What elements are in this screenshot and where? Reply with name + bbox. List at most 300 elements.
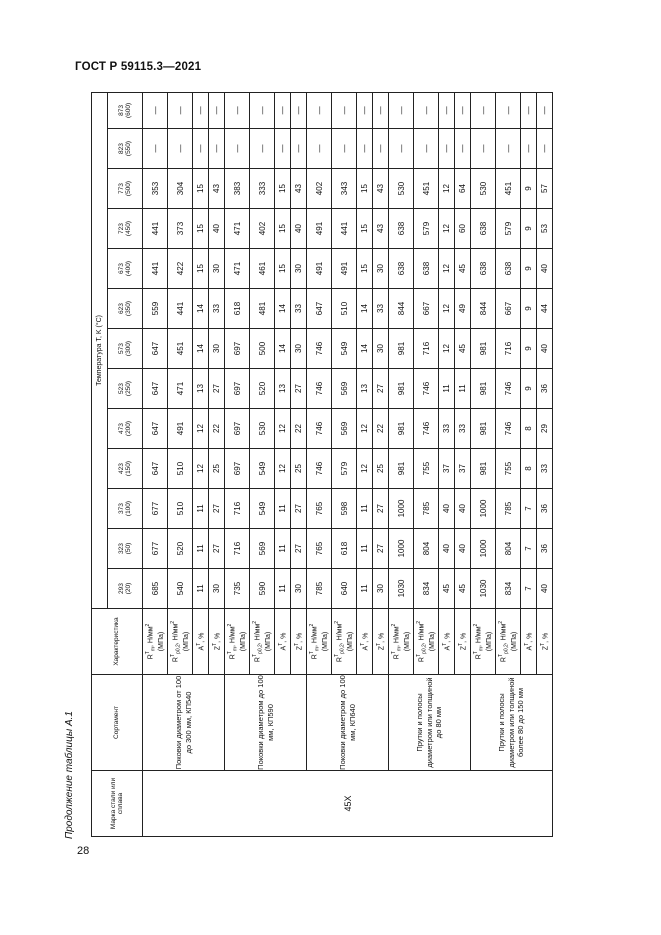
value-cell: 746 <box>307 449 332 489</box>
value-cell: 15 <box>275 209 291 249</box>
symbol: R <box>336 657 344 663</box>
value-cell: — <box>389 129 414 169</box>
value-cell: 804 <box>496 529 521 569</box>
value-cell: — <box>332 92 357 128</box>
symbol-superscript: T <box>539 642 546 646</box>
unit-text: , Н/мм <box>500 623 508 645</box>
value-cell: — <box>193 92 209 128</box>
table-row <box>307 92 332 836</box>
value-cell: — <box>455 92 471 128</box>
value-cell: 422 <box>168 249 193 289</box>
value-cell: 471 <box>225 249 250 289</box>
header-row-1 <box>92 92 108 836</box>
value-cell: 14 <box>275 329 291 369</box>
temperature-kelvin: 373 <box>118 503 125 514</box>
characteristic-cell <box>209 609 225 675</box>
value-cell: — <box>496 92 521 128</box>
value-cell: 15 <box>193 209 209 249</box>
value-cell: — <box>225 129 250 169</box>
temperature-col-7 <box>108 289 143 329</box>
symbol-superscript: T <box>170 653 177 658</box>
value-cell: 44 <box>537 289 553 329</box>
unit-superscript: 2 <box>416 620 423 624</box>
value-cell: 640 <box>332 569 357 609</box>
sortament-cell: Поковки диаметром от 100 до 300 мм, КП540 <box>143 675 225 771</box>
value-cell: 45 <box>455 329 471 369</box>
value-cell: 11 <box>275 489 291 529</box>
value-cell: 40 <box>439 529 455 569</box>
value-cell: 11 <box>357 529 373 569</box>
value-cell: 638 <box>471 249 496 289</box>
characteristic-cell <box>307 609 332 675</box>
value-cell: 510 <box>168 449 193 489</box>
symbol: Z <box>214 645 222 651</box>
value-cell: 30 <box>373 569 389 609</box>
value-cell: 15 <box>357 169 373 209</box>
value-cell: 27 <box>291 369 307 409</box>
unit-text: , % <box>362 632 370 643</box>
unit-text: , % <box>444 632 452 643</box>
value-cell: 569 <box>332 369 357 409</box>
value-cell: 647 <box>143 329 168 369</box>
value-cell: 755 <box>496 449 521 489</box>
unit-text: , Н/мм <box>336 623 344 645</box>
value-cell: 746 <box>307 369 332 409</box>
unit-text: , % <box>280 632 288 643</box>
value-cell: 677 <box>143 489 168 529</box>
value-cell: — <box>471 129 496 169</box>
value-cell: 530 <box>389 169 414 209</box>
value-cell: 441 <box>143 249 168 289</box>
value-cell: 40 <box>537 569 553 609</box>
value-cell: — <box>373 129 389 169</box>
symbol: Z <box>542 645 550 651</box>
temperature-col-12 <box>108 92 143 128</box>
value-cell: 1000 <box>389 489 414 529</box>
symbol-subscript: p0,2 <box>503 644 510 654</box>
value-cell: 60 <box>455 209 471 249</box>
temperature-celsius: (450) <box>125 220 132 237</box>
value-cell: 40 <box>455 489 471 529</box>
value-cell: 11 <box>357 489 373 529</box>
value-cell: 746 <box>307 329 332 369</box>
unit-mpa: (МПа) <box>485 631 493 652</box>
value-cell: 22 <box>373 409 389 449</box>
unit-mpa: (МПа) <box>428 631 436 652</box>
characteristic-cell <box>414 609 439 675</box>
temperature-celsius: (500) <box>125 180 132 197</box>
temperature-kelvin: 623 <box>118 303 125 314</box>
value-cell: 716 <box>414 329 439 369</box>
temperature-col-11 <box>108 129 143 169</box>
value-cell: 30 <box>291 329 307 369</box>
value-cell: 441 <box>168 289 193 329</box>
symbol: A <box>280 645 288 651</box>
value-cell: 30 <box>373 329 389 369</box>
value-cell: 13 <box>275 369 291 409</box>
unit-mpa: (МПа) <box>239 631 247 652</box>
value-cell: — <box>250 92 275 128</box>
value-cell: 471 <box>225 209 250 249</box>
value-cell: 647 <box>143 449 168 489</box>
document-number: ГОСТ Р 59115.3—2021 <box>75 61 202 73</box>
value-cell: 43 <box>209 169 225 209</box>
value-cell: — <box>521 129 537 169</box>
unit-text: , % <box>378 632 386 643</box>
unit-text: , Н/мм <box>254 623 262 645</box>
value-cell: 746 <box>414 409 439 449</box>
value-cell: 461 <box>250 249 275 289</box>
sortament-header: Сортамент <box>92 675 143 771</box>
value-cell: 12 <box>193 449 209 489</box>
value-cell: — <box>439 92 455 128</box>
temperature-kelvin: 473 <box>118 423 125 434</box>
temperature-celsius: (250) <box>125 380 132 397</box>
value-cell: 569 <box>250 529 275 569</box>
value-cell: 64 <box>455 169 471 209</box>
value-cell: 804 <box>414 529 439 569</box>
value-cell: 1030 <box>389 569 414 609</box>
symbol: R <box>500 657 508 663</box>
symbol: R <box>172 657 180 663</box>
value-cell: 746 <box>414 369 439 409</box>
temperature-kelvin: 773 <box>118 183 125 194</box>
value-cell: 14 <box>193 289 209 329</box>
value-cell: — <box>414 92 439 128</box>
value-cell: 520 <box>250 369 275 409</box>
value-cell: 12 <box>275 409 291 449</box>
value-cell: 33 <box>439 409 455 449</box>
value-cell: 9 <box>521 289 537 329</box>
value-cell: 549 <box>250 449 275 489</box>
value-cell: — <box>455 129 471 169</box>
symbol: R <box>475 654 483 660</box>
unit-superscript: 2 <box>309 623 316 627</box>
value-cell: 57 <box>537 169 553 209</box>
value-cell: — <box>307 129 332 169</box>
value-cell: 981 <box>389 329 414 369</box>
value-cell: 402 <box>250 209 275 249</box>
value-cell: — <box>250 129 275 169</box>
value-cell: 746 <box>496 409 521 449</box>
value-cell: 451 <box>496 169 521 209</box>
value-cell: 40 <box>209 209 225 249</box>
symbol-superscript: T <box>334 653 341 658</box>
value-cell: 15 <box>193 169 209 209</box>
temperature-col-3 <box>108 449 143 489</box>
value-cell: 15 <box>357 209 373 249</box>
value-cell: — <box>307 92 332 128</box>
temperature-celsius: (20) <box>125 582 132 595</box>
value-cell: 981 <box>471 369 496 409</box>
symbol: A <box>198 645 206 651</box>
value-cell: 7 <box>521 489 537 529</box>
value-cell: — <box>332 129 357 169</box>
value-cell: 716 <box>496 329 521 369</box>
symbol: A <box>444 645 452 651</box>
value-cell: 844 <box>389 289 414 329</box>
page-number: 28 <box>77 845 90 857</box>
characteristic-cell <box>537 609 553 675</box>
value-cell: 33 <box>209 289 225 329</box>
unit-text: , Н/мм <box>147 626 155 647</box>
value-cell: 25 <box>291 449 307 489</box>
value-cell: 22 <box>291 409 307 449</box>
value-cell: 45 <box>439 569 455 609</box>
value-cell: — <box>143 129 168 169</box>
symbol: Z <box>460 645 468 651</box>
characteristic-cell <box>250 609 275 675</box>
unit-text: , % <box>526 632 534 643</box>
value-cell: — <box>291 92 307 128</box>
value-cell: 15 <box>275 249 291 289</box>
value-cell: 510 <box>168 489 193 529</box>
value-cell: 746 <box>496 369 521 409</box>
symbol-superscript: T <box>195 642 202 646</box>
value-cell: 647 <box>307 289 332 329</box>
value-cell: 36 <box>537 529 553 569</box>
value-cell: 14 <box>357 289 373 329</box>
properties-table <box>91 92 553 837</box>
temperature-col-1 <box>108 529 143 569</box>
value-cell: 11 <box>193 569 209 609</box>
temperature-celsius: (150) <box>125 460 132 477</box>
characteristic-cell <box>225 609 250 675</box>
value-cell: 11 <box>275 529 291 569</box>
value-cell: 579 <box>496 209 521 249</box>
temperature-kelvin: 723 <box>118 223 125 234</box>
value-cell: 785 <box>307 569 332 609</box>
value-cell: 27 <box>209 369 225 409</box>
temperature-kelvin: 673 <box>118 263 125 274</box>
value-cell: 33 <box>537 449 553 489</box>
symbol: R <box>229 654 237 660</box>
value-cell: 638 <box>414 249 439 289</box>
value-cell: — <box>439 129 455 169</box>
value-cell: 36 <box>537 369 553 409</box>
temperature-kelvin: 523 <box>118 383 125 394</box>
value-cell: 12 <box>275 449 291 489</box>
value-cell: 697 <box>225 329 250 369</box>
value-cell: 27 <box>209 529 225 569</box>
temperature-col-9 <box>108 209 143 249</box>
value-cell: 11 <box>193 529 209 569</box>
value-cell: 40 <box>455 529 471 569</box>
symbol-superscript: T <box>457 642 464 646</box>
value-cell: 451 <box>168 329 193 369</box>
rotated-table-container <box>91 92 553 837</box>
value-cell: 30 <box>373 249 389 289</box>
temperature-celsius: (400) <box>125 260 132 277</box>
characteristic-cell <box>455 609 471 675</box>
value-cell: 12 <box>439 169 455 209</box>
table-caption: Продолжение таблицы А.1 <box>64 711 75 839</box>
temperature-col-8 <box>108 249 143 289</box>
characteristic-cell <box>471 609 496 675</box>
value-cell: 8 <box>521 449 537 489</box>
unit-text: , % <box>198 632 206 643</box>
symbol-superscript: T <box>359 642 366 646</box>
unit-mpa: (МПа) <box>403 631 411 652</box>
value-cell: 638 <box>389 249 414 289</box>
value-cell: 373 <box>168 209 193 249</box>
sortament-cell: Прутки и полосы диаметром или толщиной до 80 мм <box>389 675 471 771</box>
value-cell: 43 <box>291 169 307 209</box>
value-cell: — <box>168 92 193 128</box>
unit-superscript: 2 <box>170 620 177 624</box>
characteristic-cell <box>357 609 373 675</box>
value-cell: 677 <box>143 529 168 569</box>
characteristic-cell <box>332 609 357 675</box>
value-cell: 981 <box>471 329 496 369</box>
value-cell: 549 <box>332 329 357 369</box>
value-cell: 491 <box>307 209 332 249</box>
value-cell: 1000 <box>471 489 496 529</box>
value-cell: — <box>209 129 225 169</box>
value-cell: — <box>389 92 414 128</box>
value-cell: 33 <box>291 289 307 329</box>
unit-superscript: 2 <box>145 623 152 627</box>
value-cell: 471 <box>168 369 193 409</box>
value-cell: — <box>275 92 291 128</box>
value-cell: 45 <box>455 249 471 289</box>
value-cell: 491 <box>332 249 357 289</box>
unit-text: , % <box>214 632 222 643</box>
value-cell: 9 <box>521 169 537 209</box>
temperature-celsius: (300) <box>125 340 132 357</box>
value-cell: 451 <box>414 169 439 209</box>
value-cell: 765 <box>307 489 332 529</box>
temperature-kelvin: 873 <box>118 104 125 116</box>
characteristic-cell <box>373 609 389 675</box>
symbol-superscript: T <box>309 651 316 655</box>
symbol-subscript: m <box>232 647 239 652</box>
value-cell: 697 <box>225 369 250 409</box>
temperature-kelvin: 293 <box>118 583 125 594</box>
value-cell: 716 <box>225 529 250 569</box>
symbol-superscript: T <box>498 653 505 658</box>
unit-superscript: 2 <box>473 623 480 627</box>
value-cell: 12 <box>439 249 455 289</box>
value-cell: 40 <box>537 249 553 289</box>
symbol-subscript: p0,2 <box>339 644 346 654</box>
unit-superscript: 2 <box>227 623 234 627</box>
value-cell: 15 <box>357 249 373 289</box>
value-cell: 510 <box>332 289 357 329</box>
table-row <box>225 92 250 836</box>
value-cell: 29 <box>537 409 553 449</box>
symbol: A <box>526 645 534 651</box>
characteristic-cell <box>168 609 193 675</box>
value-cell: — <box>143 92 168 128</box>
symbol-superscript: T <box>277 642 284 646</box>
table-body <box>143 92 553 836</box>
sortament-cell: Прутки и полосы диаметром или толщиной более 80 до 150 мм <box>471 675 553 771</box>
value-cell: 618 <box>332 529 357 569</box>
characteristic-cell <box>496 609 521 675</box>
value-cell: 1030 <box>471 569 496 609</box>
value-cell: — <box>357 92 373 128</box>
value-cell: 15 <box>193 249 209 289</box>
value-cell: 30 <box>291 249 307 289</box>
temperature-header: Температура T, K (°C) <box>92 92 108 608</box>
temperature-col-10 <box>108 169 143 209</box>
value-cell: 981 <box>389 409 414 449</box>
symbol: R <box>147 654 155 660</box>
unit-mpa: (МПа) <box>321 631 329 652</box>
value-cell: 27 <box>209 489 225 529</box>
value-cell: 697 <box>225 449 250 489</box>
unit-mpa: (МПа) <box>346 631 354 652</box>
temperature-col-4 <box>108 409 143 449</box>
value-cell: 37 <box>439 449 455 489</box>
value-cell: 441 <box>143 209 168 249</box>
value-cell: 27 <box>291 489 307 529</box>
symbol-subscript: m <box>150 647 157 652</box>
characteristic-cell <box>389 609 414 675</box>
symbol-subscript: m <box>396 647 403 652</box>
value-cell: 333 <box>250 169 275 209</box>
value-cell: 13 <box>357 369 373 409</box>
value-cell: 500 <box>250 329 275 369</box>
characteristic-cell <box>521 609 537 675</box>
value-cell: 981 <box>471 409 496 449</box>
symbol: Z <box>378 645 386 651</box>
value-cell: 13 <box>193 369 209 409</box>
value-cell: 12 <box>357 449 373 489</box>
value-cell: 383 <box>225 169 250 209</box>
value-cell: 638 <box>471 209 496 249</box>
value-cell: — <box>471 92 496 128</box>
unit-text: , Н/мм <box>311 626 319 647</box>
characteristic-cell <box>143 609 168 675</box>
unit-superscript: 2 <box>498 620 505 624</box>
value-cell: — <box>373 92 389 128</box>
value-cell: 491 <box>307 249 332 289</box>
value-cell: 27 <box>373 489 389 529</box>
unit-superscript: 2 <box>334 620 341 624</box>
symbol-superscript: T <box>391 651 398 655</box>
value-cell: 638 <box>496 249 521 289</box>
unit-mpa: (МПа) <box>182 631 190 652</box>
value-cell: 12 <box>193 409 209 449</box>
value-cell: — <box>496 129 521 169</box>
value-cell: — <box>168 129 193 169</box>
value-cell: — <box>414 129 439 169</box>
characteristic-cell <box>291 609 307 675</box>
symbol: Z <box>296 645 304 651</box>
value-cell: 40 <box>291 209 307 249</box>
symbol-superscript: T <box>473 651 480 655</box>
temperature-celsius: (600) <box>125 102 132 119</box>
value-cell: 638 <box>389 209 414 249</box>
value-cell: 755 <box>414 449 439 489</box>
value-cell: 785 <box>414 489 439 529</box>
temperature-kelvin: 823 <box>118 143 125 154</box>
temperature-col-0 <box>108 569 143 609</box>
symbol-subscript: p0,2 <box>421 644 428 654</box>
value-cell: — <box>537 129 553 169</box>
value-cell: 30 <box>209 329 225 369</box>
temperature-celsius: (550) <box>125 140 132 157</box>
value-cell: 14 <box>193 329 209 369</box>
value-cell: 45 <box>455 569 471 609</box>
value-cell: 834 <box>496 569 521 609</box>
unit-text: , Н/мм <box>475 626 483 647</box>
temperature-col-6 <box>108 329 143 369</box>
unit-text: , % <box>542 632 550 643</box>
symbol: R <box>393 654 401 660</box>
